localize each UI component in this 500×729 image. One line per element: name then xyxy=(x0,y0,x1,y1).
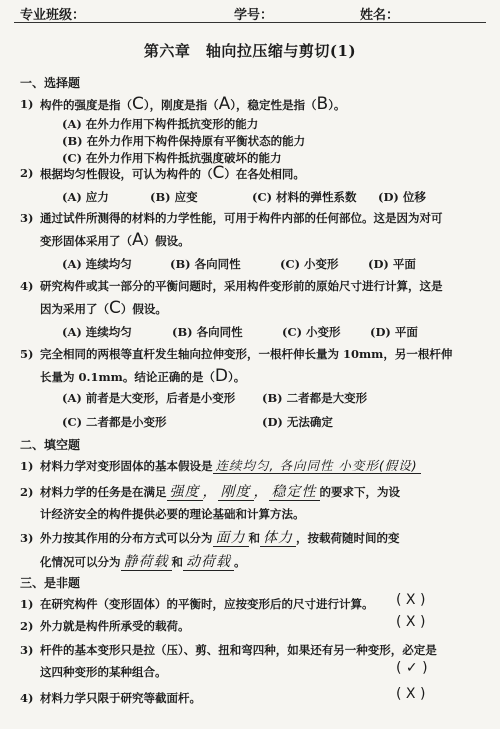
option: (B) 在外力作用下构件保持原有平衡状态的能力 xyxy=(62,134,306,148)
handwritten-answer: 动荷载 xyxy=(183,554,234,571)
handwritten-answer: D xyxy=(214,366,228,386)
option: (D) 无法确定 xyxy=(262,415,333,429)
question-number: 2) xyxy=(20,485,34,499)
option: (A) 应力 xyxy=(62,190,109,204)
section-judge-heading: 三、是非题 xyxy=(20,576,81,590)
option: (B) 各向同性 xyxy=(170,257,241,271)
handwritten-answer: C xyxy=(109,298,121,318)
option: (A) 连续均匀 xyxy=(62,257,132,271)
question-number: 4) xyxy=(20,691,34,705)
option: (A) 前者是大变形，后者是小变形 xyxy=(62,391,236,405)
handwritten-answer: 稳定性 xyxy=(269,484,320,501)
question-number: 1) xyxy=(20,597,34,611)
handwritten-answer: A xyxy=(132,230,144,250)
section-fill-heading: 二、填空题 xyxy=(20,438,81,452)
header xyxy=(14,4,486,24)
question-number: 3) xyxy=(20,211,34,225)
option: (D) 平面 xyxy=(368,257,416,271)
section-choice-heading: 一、选择题 xyxy=(20,76,81,90)
option: (B) 应变 xyxy=(150,190,198,204)
question-number: 2) xyxy=(20,619,34,633)
option: (D) 位移 xyxy=(378,190,426,204)
handwritten-answer: 体力 xyxy=(260,530,296,547)
class-label: 专业班级： xyxy=(20,8,86,23)
question-number: 1) xyxy=(20,459,34,473)
option: (A) 连续均匀 xyxy=(62,325,132,339)
option: (A) 在外力作用下构件抵抗变形的能力 xyxy=(62,117,259,131)
question-number: 2) xyxy=(20,166,34,180)
handwritten-answer: C xyxy=(212,163,225,183)
chapter-title: 第六章 轴向拉压缩与剪切(1) xyxy=(143,42,357,60)
option: (D) 平面 xyxy=(370,325,418,339)
judgment-mark: ( X ) xyxy=(396,592,426,608)
handwritten-answer: 连续均匀, 各向同性 小变形(假设) xyxy=(213,458,421,474)
handwritten-answer: 强度 xyxy=(167,484,203,501)
option: (C) 小变形 xyxy=(282,325,341,339)
question-number: 3) xyxy=(20,643,34,657)
worksheet-page: 专业班级： 学号： 姓名： 第六章 轴向拉压缩与剪切(1) 一、选择题 1) 构件的强度是指（C），刚度是指（A），稳定性是指（B）。 (A) 在外力作用下构件抵抗变形的能力 (B) 在外力作用下构件保持原有平衡状态的能力 (C) 在外力作用下构件抵抗强度破坏的能力 2) 根据均匀性假设，可认为构件的（C）在各处相同。 (A) 应力 (B) 应变 (C) 材料的弹性系数 (D) 位移 3) 通过试件所测得的材料的力学性能，可用于构件内部的任何部位。这是因为对可 变形固体采用了（A）假设。 (A) 连续均匀 (B) 各向同性 (C) 小变形 (D) 平面 4) 研究构件或其一部分的平衡问题时，采用构件变形前的原始尺寸进行计算，这是 因为采用了（C）假设。 (A) 连续均匀 (B) 各向同性 (C) 小变形 (D) 平面 5) 完全相同的两根等直杆发生轴向拉伸变形，一根杆伸长量为 10mm，另一根杆伸 长量为 0.1mm。结论正确的是（D）。 (A) 前者是大变形，后者是小变形 (B) 二者都是大变形 (C) 二者都是小变形 (D) 无法确定 二、填空题 1) 材料力学对变形固体的基本假设是 连续均匀, 各向同性 小变形(假设) 2) 材料力学的任务是在满足 强度 ， 刚度 ， 稳定性 的要求下，为设 计经济安全的构件提供必要的理论基础和计算方法。 3) 外力按其作用的分布方式可以分为 面力 和 体力 ，按载荷随时间的变 化情况可以分为 静荷载 和 动荷载 。 三、是非题 1) 在研究构件（变形固体）的平衡时，应按变形后的尺寸进行计算。 ( X ) 2) 外力就是构件所承受的载荷。 ( X ) 3) 杆件的基本变形只是拉（压）、剪、扭和弯四种，如果还有另一种变形，必定是 这四种变形的某种组合。 ( ✓ ) 4) 材料力学只限于研究等截面杆。 ( X ) xyxy=(0,0,500,729)
option: (C) 二者都是小变形 xyxy=(62,415,167,429)
option: (C) 在外力作用下构件抵抗强度破坏的能力 xyxy=(62,151,282,165)
question-number: 1) xyxy=(20,97,34,111)
header-rule xyxy=(14,22,486,23)
option: (C) 材料的弹性系数 xyxy=(252,190,357,204)
option: (B) 各向同性 xyxy=(172,325,243,339)
option: (B) 二者都是大变形 xyxy=(262,391,368,405)
handwritten-answer: C xyxy=(132,94,144,114)
question-number: 5) xyxy=(20,347,34,361)
judgment-mark: ( X ) xyxy=(396,686,426,702)
question-number: 4) xyxy=(20,279,34,293)
question-number: 3) xyxy=(20,531,34,545)
student-id-label: 学号： xyxy=(234,8,274,23)
name-label: 姓名： xyxy=(360,8,400,23)
handwritten-answer: 面力 xyxy=(213,530,249,547)
judgment-mark: ( ✓ ) xyxy=(396,660,428,676)
handwritten-answer: B xyxy=(316,94,329,114)
handwritten-answer: A xyxy=(218,94,231,114)
judgment-mark: ( X ) xyxy=(396,614,426,630)
handwritten-answer: 刚度 xyxy=(218,484,254,501)
handwritten-answer: 静荷载 xyxy=(121,554,172,571)
option: (C) 小变形 xyxy=(280,257,339,271)
